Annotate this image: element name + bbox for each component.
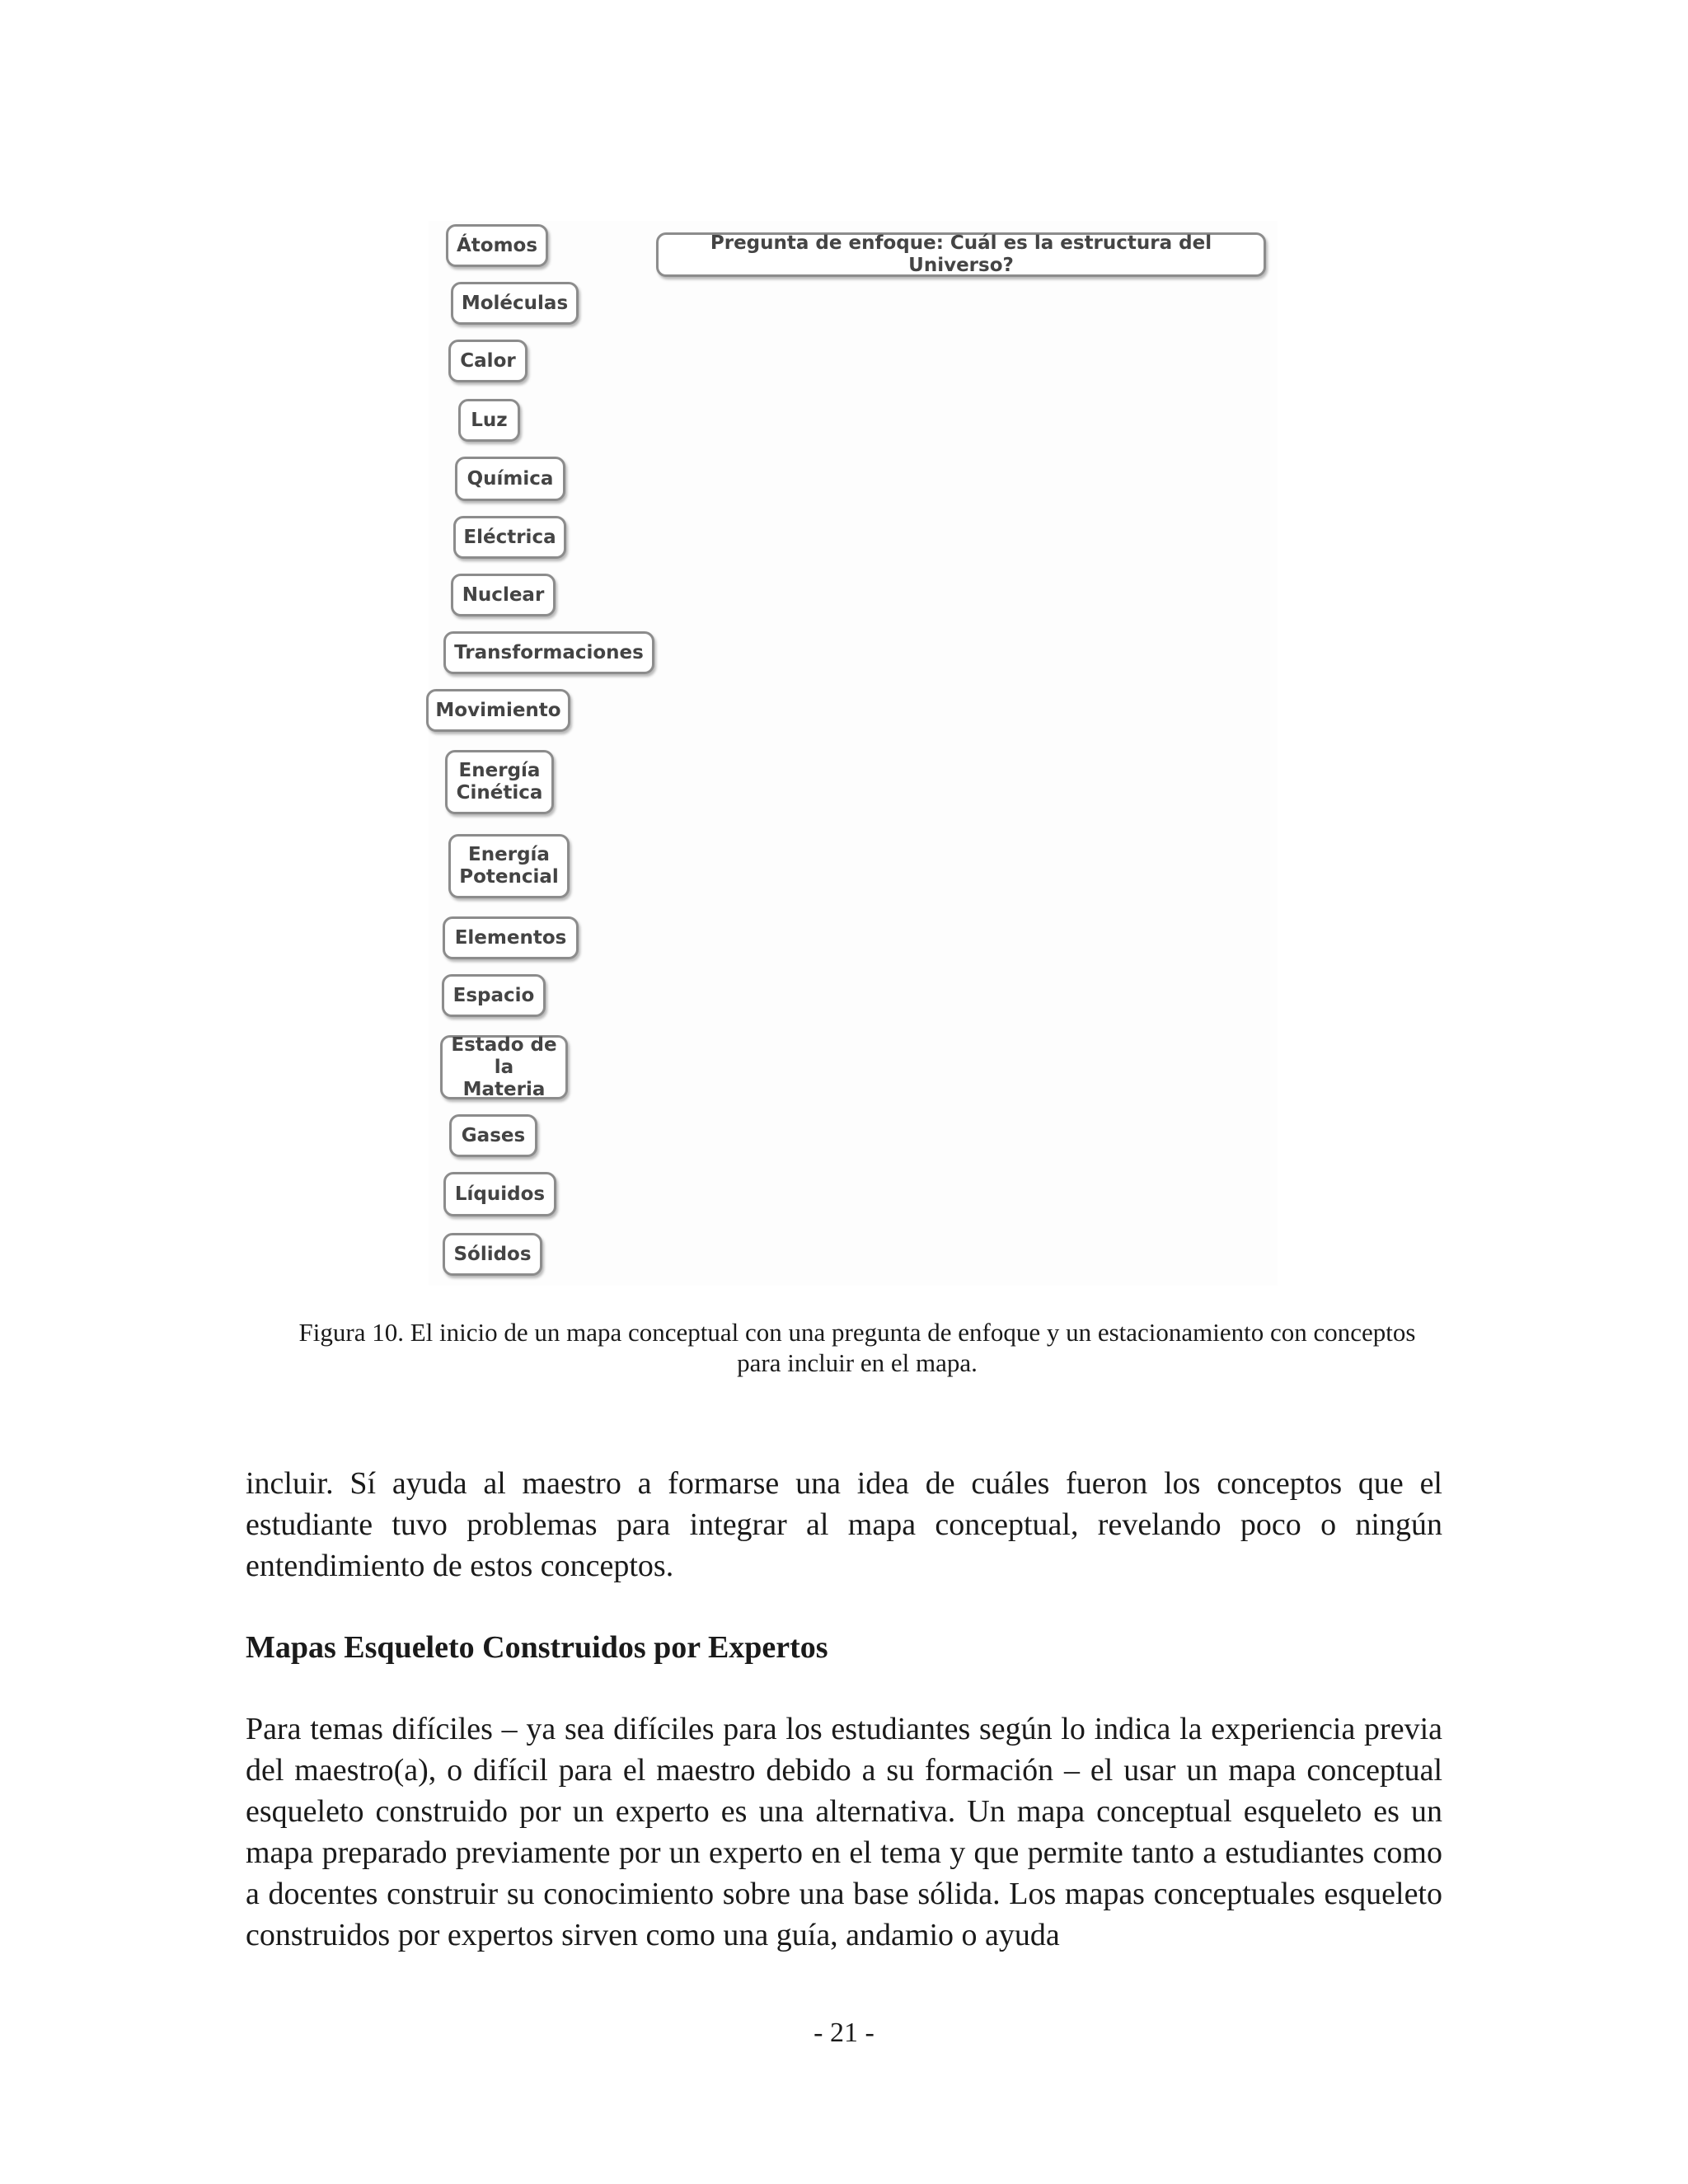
figure-caption: Figura 10. El inicio de un mapa conceptual con una pregunta de enfoque y un estacionamiento con conceptos para incluir en el mapa. bbox=[298, 1318, 1416, 1377]
paragraph-2: Para temas difíciles – ya sea difíciles para los estudiantes según lo indica la experiencia previa del maestro(a), o difícil para el maestro debido a su formación – el usar un mapa conceptual esqueleto construido por un experto es una alternativa. Un mapa conceptual esqueleto es un mapa preparado previamente por un experto en el tema y que permite tanto a estudiantes como a docentes construir su conocimiento sobre una base sólida. Los mapas conceptuales esqueleto construidos por expertos sirven como una guía, andamio o ayuda bbox=[246, 1712, 1442, 1952]
concept-node-luz: Luz bbox=[458, 399, 520, 442]
concept-node-transformaciones: Transformaciones bbox=[443, 631, 654, 674]
concept-node-espacio: Espacio bbox=[442, 974, 546, 1017]
concept-node-quimica: Química bbox=[455, 457, 565, 501]
concept-node-elementos: Elementos bbox=[443, 916, 579, 959]
concept-node-energia-potencial: Energía Potencial bbox=[448, 834, 570, 898]
concept-node-gases: Gases bbox=[449, 1114, 537, 1157]
concept-node-estado-de-la-materia: Estado de la Materia bbox=[440, 1035, 568, 1099]
focus-question-box: Pregunta de enfoque: Cuál es la estructura del Universo? bbox=[656, 232, 1266, 277]
concept-node-energia-cinetica: Energía Cinética bbox=[445, 750, 554, 814]
concept-node-moleculas: Moléculas bbox=[451, 282, 579, 325]
paragraph-1: incluir. Sí ayuda al maestro a formarse una idea de cuáles fueron los conceptos que el estudiante tuvo problemas para integrar al mapa conceptual, revelando poco o ningún entendimiento de estos conceptos. bbox=[246, 1466, 1442, 1583]
concept-node-atomos: Átomos bbox=[446, 224, 548, 267]
concept-node-solidos: Sólidos bbox=[443, 1233, 542, 1276]
section-heading: Mapas Esqueleto Construidos por Expertos bbox=[246, 1630, 828, 1665]
concept-node-liquidos: Líquidos bbox=[443, 1172, 556, 1216]
concept-node-nuclear: Nuclear bbox=[451, 574, 556, 616]
page-number: - 21 - bbox=[814, 2018, 874, 2048]
concept-node-movimiento: Movimiento bbox=[426, 689, 570, 732]
concept-node-calor: Calor bbox=[448, 340, 528, 382]
concept-map-figure bbox=[429, 221, 1278, 1286]
concept-node-electrica: Eléctrica bbox=[453, 516, 566, 559]
